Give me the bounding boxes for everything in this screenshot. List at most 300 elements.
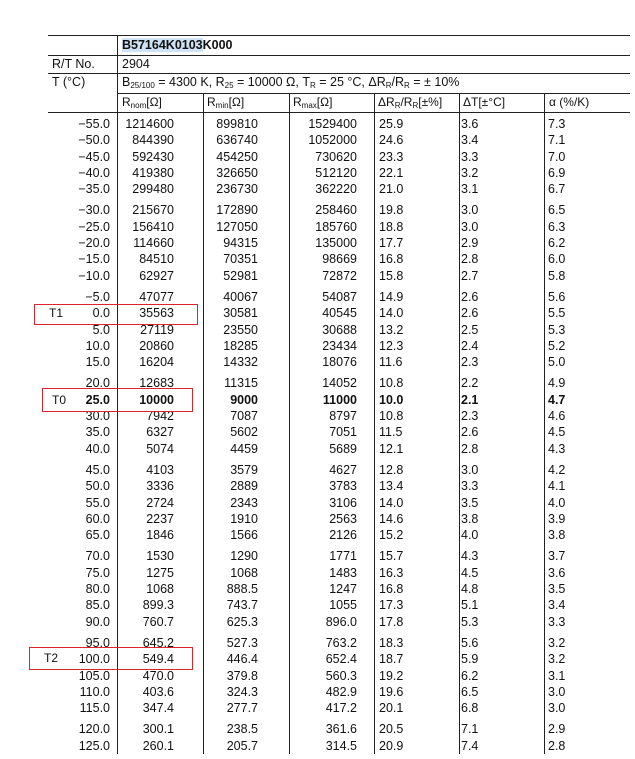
alpha-cell: 6.2	[548, 236, 566, 251]
row-group	[48, 116, 630, 197]
temperature-cell: 110.0	[79, 684, 110, 699]
delta-r-cell: 20.1	[379, 701, 404, 716]
delta-t-cell: 2.6	[461, 425, 479, 440]
r-min-cell: 9000	[230, 392, 258, 407]
delta-r-cell: 25.9	[379, 117, 404, 131]
r-nom-cell: 35563	[139, 306, 174, 321]
alpha-cell: 4.9	[548, 376, 566, 391]
r-max-cell: 7051	[329, 425, 357, 440]
delta-r-cell: 13.4	[379, 479, 404, 494]
delta-r-cell: 10.8	[379, 376, 404, 391]
delta-t-cell: 3.2	[461, 165, 479, 180]
alpha-cell: 3.5	[548, 582, 566, 597]
alpha-cell: 3.0	[548, 684, 566, 699]
r-max-cell: 763.2	[325, 635, 357, 650]
r-max-cell: 896.0	[325, 614, 357, 629]
delta-t-cell: 4.3	[461, 549, 479, 564]
r-nom-cell: 47077	[139, 289, 174, 304]
temperature-cell: 5.0	[92, 322, 110, 337]
delta-r-cell: 19.6	[379, 684, 404, 699]
r-max-cell: 1052000	[308, 133, 357, 148]
delta-t-cell: 7.4	[461, 738, 479, 753]
table-row	[48, 165, 630, 181]
table-row	[48, 441, 630, 457]
r-max-cell: 2126	[329, 528, 357, 543]
r-nom-cell: 645.2	[142, 635, 174, 650]
delta-r-cell: 12.3	[379, 338, 404, 353]
temperature-cell: −40.0	[78, 165, 110, 180]
r-max-cell: 40545	[322, 306, 357, 321]
alpha-cell: 4.6	[548, 409, 566, 424]
alpha-cell: 2.8	[548, 738, 566, 753]
temperature-cell: 105.0	[78, 668, 110, 683]
table-row	[48, 581, 630, 597]
part-number	[122, 36, 233, 55]
table-row	[48, 495, 630, 511]
r-min-cell: 379.8	[226, 668, 258, 683]
r-max-cell: 1247	[329, 582, 357, 597]
delta-t-cell: 2.2	[461, 376, 479, 391]
table-row	[48, 338, 630, 354]
r-max-cell: 730620	[315, 149, 357, 164]
temperature-cell: 90.0	[85, 614, 110, 629]
table-row	[48, 132, 630, 148]
r-min-cell: 888.5	[226, 582, 258, 597]
delta-r-cell: 15.2	[379, 528, 404, 543]
r-max-cell: 512120	[315, 165, 357, 180]
delta-t-cell: 6.2	[461, 668, 479, 683]
delta-t-cell: 5.6	[461, 635, 479, 650]
delta-r-cell: 17.8	[379, 614, 404, 629]
r-nom-cell: 156410	[132, 219, 174, 234]
temperature-cell: −35.0	[78, 182, 110, 197]
table-row	[48, 511, 630, 527]
alpha-cell: 6.0	[548, 252, 566, 267]
delta-r-cell: 17.7	[379, 236, 404, 251]
table-row	[48, 738, 630, 754]
r-max-cell: 8797	[329, 409, 357, 424]
r-nom-cell: 2237	[146, 511, 174, 526]
r-min-cell: 70351	[223, 252, 258, 267]
r-min-cell: 2343	[230, 495, 258, 510]
header-alpha: α (%/K)	[549, 95, 590, 109]
temperature-cell: 10.0	[85, 338, 110, 353]
delta-t-cell: 3.0	[461, 462, 479, 477]
part-number-rest[interactable]: K000	[202, 38, 233, 52]
delta-t-cell: 2.8	[461, 252, 479, 267]
header-rule	[48, 55, 630, 56]
delta-r-cell: 24.6	[379, 133, 404, 148]
r-max-cell: 5689	[329, 441, 357, 456]
r-nom-cell: 1068	[146, 582, 174, 597]
r-min-cell: 454250	[216, 149, 258, 164]
r-nom-cell: 844390	[132, 133, 174, 148]
temperature-cell: 75.0	[85, 565, 110, 580]
r-min-cell: 205.7	[226, 738, 258, 753]
alpha-cell: 3.8	[548, 528, 566, 543]
r-min-cell: 4459	[230, 441, 258, 456]
temperature-cell: −25.0	[78, 219, 110, 234]
r-max-cell: 1771	[329, 549, 357, 564]
temperature-cell: −55.0	[78, 117, 110, 131]
delta-r-cell: 10.0	[379, 392, 404, 407]
table-row	[48, 684, 630, 700]
parameters-line: $B_{25/100} = 4300$ K, $R_{25} = 10000$ Ω, $T_R = 25$ °C, $\Delta R_R/R_R$ = ± 10%	[122, 75, 460, 90]
alpha-cell: 5.3	[548, 322, 566, 337]
delta-r-cell: 18.3	[379, 635, 404, 650]
r-nom-cell: 10000	[139, 392, 174, 407]
header-delta-t: ΔT[±°C]	[463, 95, 506, 109]
r-nom-cell: 300.1	[142, 722, 174, 737]
r-max-cell: 1483	[329, 565, 357, 580]
r-max-cell: 362220	[315, 182, 357, 197]
r-max-cell: 11000	[322, 392, 357, 407]
r-nom-cell: 899.3	[142, 598, 174, 613]
temperature-cell: 125.0	[78, 738, 110, 753]
t1-marker: T1	[49, 306, 64, 320]
temperature-cell: 115.0	[79, 701, 110, 716]
temperature-cell: 35.0	[85, 425, 110, 440]
delta-r-cell: 21.0	[379, 182, 404, 197]
r-max-cell: 30688	[322, 322, 357, 337]
delta-r-cell: 10.8	[379, 409, 404, 424]
delta-t-cell: 6.8	[461, 701, 479, 716]
r-nom-cell: 7942	[146, 409, 174, 424]
r-nom-cell: 403.6	[142, 684, 174, 699]
table-row	[48, 478, 630, 494]
delta-t-cell: 2.6	[461, 306, 479, 321]
delta-t-cell: 3.6	[461, 117, 479, 131]
r-nom-cell: 6327	[146, 425, 174, 440]
r-max-cell: 361.6	[325, 722, 357, 737]
temperature-cell: 55.0	[85, 495, 110, 510]
r-min-cell: 14332	[223, 355, 258, 370]
delta-r-cell: 16.8	[379, 252, 404, 267]
temperature-cell: 0.0	[92, 306, 110, 321]
delta-t-cell: 5.1	[461, 598, 479, 613]
r-min-cell: 18285	[223, 338, 258, 353]
r-nom-cell: 84510	[139, 252, 174, 267]
delta-t-cell: 2.1	[461, 392, 479, 407]
table-row	[48, 565, 630, 581]
r-min-cell: 527.3	[226, 635, 258, 650]
rt-no-value: 2904	[122, 57, 150, 71]
r-min-cell: 5602	[230, 425, 258, 440]
table-row	[48, 181, 630, 197]
header-r-min: $R_{min}[\Omega]$	[207, 95, 245, 110]
delta-t-cell: 3.4	[461, 133, 479, 148]
r-min-cell: 324.3	[226, 684, 258, 699]
alpha-cell: 5.0	[548, 355, 566, 370]
r-min-cell: 52981	[223, 268, 258, 283]
temperature-cell: −20.0	[78, 236, 110, 251]
r-max-cell: 3783	[329, 479, 357, 494]
temperature-cell: 50.0	[85, 479, 110, 494]
r-nom-cell: 347.4	[142, 701, 174, 716]
temperature-cell: 80.0	[85, 582, 110, 597]
alpha-cell: 4.5	[548, 425, 566, 440]
r-nom-cell: 5074	[146, 441, 174, 456]
alpha-cell: 3.4	[548, 598, 566, 613]
r-max-cell: 14052	[322, 376, 357, 391]
delta-r-cell: 19.8	[379, 203, 404, 218]
part-number-highlighted[interactable]: B57164K0103	[122, 38, 203, 52]
r-min-cell: 11315	[224, 376, 258, 391]
temperature-cell: 70.0	[85, 549, 110, 564]
delta-t-cell: 3.8	[461, 511, 479, 526]
alpha-cell: 5.8	[548, 268, 566, 283]
temperature-cell: −45.0	[78, 149, 110, 164]
delta-r-cell: 14.6	[379, 511, 404, 526]
alpha-cell: 3.2	[548, 635, 566, 650]
delta-r-cell: 15.7	[379, 549, 404, 564]
r-nom-cell: 4103	[146, 462, 174, 477]
r-nom-cell: 114660	[133, 236, 174, 251]
r-nom-cell: 12683	[139, 376, 174, 391]
alpha-cell: 3.6	[548, 565, 566, 580]
delta-r-cell: 18.7	[379, 652, 404, 667]
alpha-cell: 3.9	[548, 511, 566, 526]
temperature-cell: 25.0	[85, 392, 110, 407]
r-max-cell: 72872	[322, 268, 357, 283]
alpha-cell: 4.2	[548, 462, 566, 477]
r-nom-cell: 62927	[139, 268, 174, 283]
delta-t-cell: 5.9	[461, 652, 479, 667]
r-max-cell: 98669	[322, 252, 357, 267]
delta-r-cell: 19.2	[379, 668, 404, 683]
delta-t-cell: 3.3	[461, 149, 479, 164]
delta-t-cell: 2.5	[461, 322, 479, 337]
temperature-cell: 45.0	[85, 462, 110, 477]
r-min-cell: 172890	[216, 203, 258, 218]
delta-t-cell: 5.3	[461, 614, 479, 629]
r-max-cell: 258460	[315, 203, 357, 218]
r-min-cell: 1566	[230, 528, 258, 543]
r-nom-cell: 592430	[132, 149, 174, 164]
row-group	[48, 202, 630, 283]
r-nom-cell: 1530	[146, 549, 174, 564]
r-max-cell: 314.5	[325, 738, 357, 753]
r-min-cell: 127050	[216, 219, 258, 234]
table-row	[48, 251, 630, 267]
header-r-max: $R_{max}[\Omega]$	[293, 95, 333, 110]
table-row	[48, 462, 630, 478]
r-min-cell: 236730	[216, 182, 258, 197]
temperature-cell: 40.0	[85, 441, 110, 456]
r-min-cell: 1910	[230, 511, 258, 526]
table-row	[48, 289, 630, 305]
delta-t-cell: 2.3	[461, 409, 479, 424]
row-group	[48, 721, 630, 754]
r-min-cell: 1290	[230, 549, 258, 564]
row-group	[48, 289, 630, 370]
header-delta-r: $\Delta R_R/R_R[\pm\%]$	[378, 95, 443, 110]
delta-r-cell: 11.6	[379, 355, 403, 370]
table-row	[48, 235, 630, 251]
temperature-cell: 85.0	[85, 598, 110, 613]
delta-t-cell: 3.0	[461, 219, 479, 234]
alpha-cell: 7.1	[548, 133, 566, 148]
delta-t-cell: 2.6	[461, 289, 479, 304]
delta-t-cell: 2.4	[461, 338, 479, 353]
delta-t-cell: 2.7	[461, 268, 479, 283]
alpha-cell: 3.3	[548, 614, 566, 629]
r-max-cell: 2563	[329, 511, 357, 526]
table-row	[48, 700, 630, 716]
r-nom-cell: 16204	[139, 355, 174, 370]
delta-r-cell: 11.5	[379, 425, 403, 440]
delta-r-cell: 14.9	[379, 289, 404, 304]
temperature-cell: 30.0	[85, 409, 110, 424]
delta-t-cell: 4.5	[461, 565, 479, 580]
header-rule	[48, 112, 630, 113]
r-min-cell: 1068	[230, 565, 258, 580]
alpha-cell: 2.9	[548, 722, 566, 737]
delta-r-cell: 12.1	[379, 441, 404, 456]
r-min-cell: 446.4	[226, 652, 258, 667]
table-row	[48, 149, 630, 165]
delta-t-cell: 2.3	[461, 355, 479, 370]
delta-r-cell: 17.3	[379, 598, 404, 613]
temperature-cell: 100.0	[78, 652, 110, 667]
header-r-nom: $R_{nom}[\Omega]$	[122, 95, 162, 110]
r-max-cell: 652.4	[325, 652, 357, 667]
delta-t-cell: 3.1	[461, 182, 479, 197]
r-min-cell: 238.5	[226, 722, 258, 737]
temperature-cell: −30.0	[78, 203, 110, 218]
r-max-cell: 417.2	[325, 701, 357, 716]
table-row	[48, 597, 630, 613]
r-nom-cell: 1275	[146, 565, 174, 580]
table-row	[48, 202, 630, 218]
r-max-cell: 18076	[322, 355, 357, 370]
row-group	[48, 548, 630, 629]
r-min-cell: 326650	[216, 165, 258, 180]
delta-t-cell: 7.1	[461, 722, 479, 737]
r-min-cell: 30581	[223, 306, 258, 321]
table-row	[48, 268, 630, 284]
temperature-cell: −50.0	[78, 133, 110, 148]
alpha-cell: 7.3	[548, 117, 566, 131]
delta-r-cell: 14.0	[379, 306, 404, 321]
r-min-cell: 277.7	[226, 701, 258, 716]
table-row	[48, 721, 630, 737]
delta-r-cell: 12.8	[379, 462, 404, 477]
r-nom-cell: 2724	[146, 495, 174, 510]
r-nom-cell: 3336	[146, 479, 174, 494]
alpha-cell: 6.7	[548, 182, 566, 197]
r-nom-cell: 260.1	[142, 738, 174, 753]
alpha-cell: 3.2	[548, 652, 566, 667]
delta-r-cell: 13.2	[379, 322, 404, 337]
delta-t-cell: 2.8	[461, 441, 479, 456]
alpha-cell: 4.0	[548, 495, 566, 510]
alpha-cell: 7.0	[548, 149, 566, 164]
r-min-cell: 40067	[223, 289, 258, 304]
r-nom-cell: 419380	[132, 165, 174, 180]
r-nom-cell: 549.4	[142, 652, 174, 667]
table-row	[48, 614, 630, 630]
t2-marker: T2	[44, 651, 59, 665]
r-nom-cell: 215670	[132, 203, 174, 218]
delta-r-cell: 14.0	[379, 495, 404, 510]
r-max-cell: 135000	[315, 236, 357, 251]
delta-r-cell: 20.5	[379, 722, 404, 737]
delta-t-cell: 4.8	[461, 582, 479, 597]
delta-t-cell: 2.9	[461, 236, 479, 251]
delta-r-cell: 16.8	[379, 582, 404, 597]
r-max-cell: 1055	[329, 598, 357, 613]
delta-t-cell: 3.0	[461, 203, 479, 218]
alpha-cell: 6.5	[548, 203, 566, 218]
delta-t-cell: 6.5	[461, 684, 479, 699]
rt-no-label: R/T No.	[52, 57, 95, 71]
r-max-cell: 185760	[315, 219, 357, 234]
alpha-cell: 5.5	[548, 306, 566, 321]
alpha-cell: 6.3	[548, 219, 566, 234]
table-row	[48, 219, 630, 235]
r-min-cell: 94315	[223, 236, 258, 251]
r-min-cell: 636740	[216, 133, 258, 148]
temperature-cell: 65.0	[85, 528, 110, 543]
r-nom-cell: 27119	[140, 322, 174, 337]
r-min-cell: 3579	[230, 462, 258, 477]
temperature-cell: 95.0	[85, 635, 110, 650]
delta-r-cell: 15.8	[379, 268, 404, 283]
alpha-cell: 3.7	[548, 549, 566, 564]
table-row	[48, 527, 630, 543]
delta-t-cell: 3.3	[461, 479, 479, 494]
r-min-cell: 899810	[216, 117, 258, 131]
delta-r-cell: 20.9	[379, 738, 404, 753]
alpha-cell: 6.9	[548, 165, 566, 180]
r-nom-cell: 470.0	[142, 668, 174, 683]
alpha-cell: 4.1	[548, 479, 566, 494]
r-max-cell: 482.9	[325, 684, 357, 699]
r-min-cell: 2889	[230, 479, 258, 494]
header-rule	[48, 73, 630, 74]
r-nom-cell: 1846	[146, 528, 174, 543]
alpha-cell: 3.0	[548, 701, 566, 716]
r-min-cell: 625.3	[226, 614, 258, 629]
table-row	[48, 116, 630, 132]
r-nom-cell: 20860	[139, 338, 174, 353]
delta-r-cell: 22.1	[379, 165, 404, 180]
temperature-cell: 15.0	[85, 355, 110, 370]
t0-marker: T0	[52, 393, 67, 407]
temperature-label: T (°C)	[52, 75, 86, 89]
delta-r-cell: 23.3	[379, 149, 404, 164]
r-max-cell: 1529400	[308, 117, 357, 131]
r-max-cell: 4627	[329, 462, 357, 477]
r-max-cell: 54087	[322, 289, 357, 304]
delta-r-cell: 18.8	[379, 219, 404, 234]
r-nom-cell: 299480	[132, 182, 174, 197]
temperature-cell: 60.0	[85, 511, 110, 526]
delta-t-cell: 4.0	[461, 528, 479, 543]
r-min-cell: 743.7	[226, 598, 258, 613]
alpha-cell: 5.6	[548, 289, 566, 304]
r-min-cell: 23550	[223, 322, 258, 337]
r-min-cell: 7087	[230, 409, 258, 424]
temperature-cell: −5.0	[85, 289, 110, 304]
temperature-cell: −15.0	[78, 252, 110, 267]
delta-t-cell: 3.5	[461, 495, 479, 510]
temperature-cell: −10.0	[78, 268, 110, 283]
alpha-cell: 4.3	[548, 441, 566, 456]
r-max-cell: 3106	[329, 495, 357, 510]
temperature-cell: 120.0	[78, 722, 110, 737]
